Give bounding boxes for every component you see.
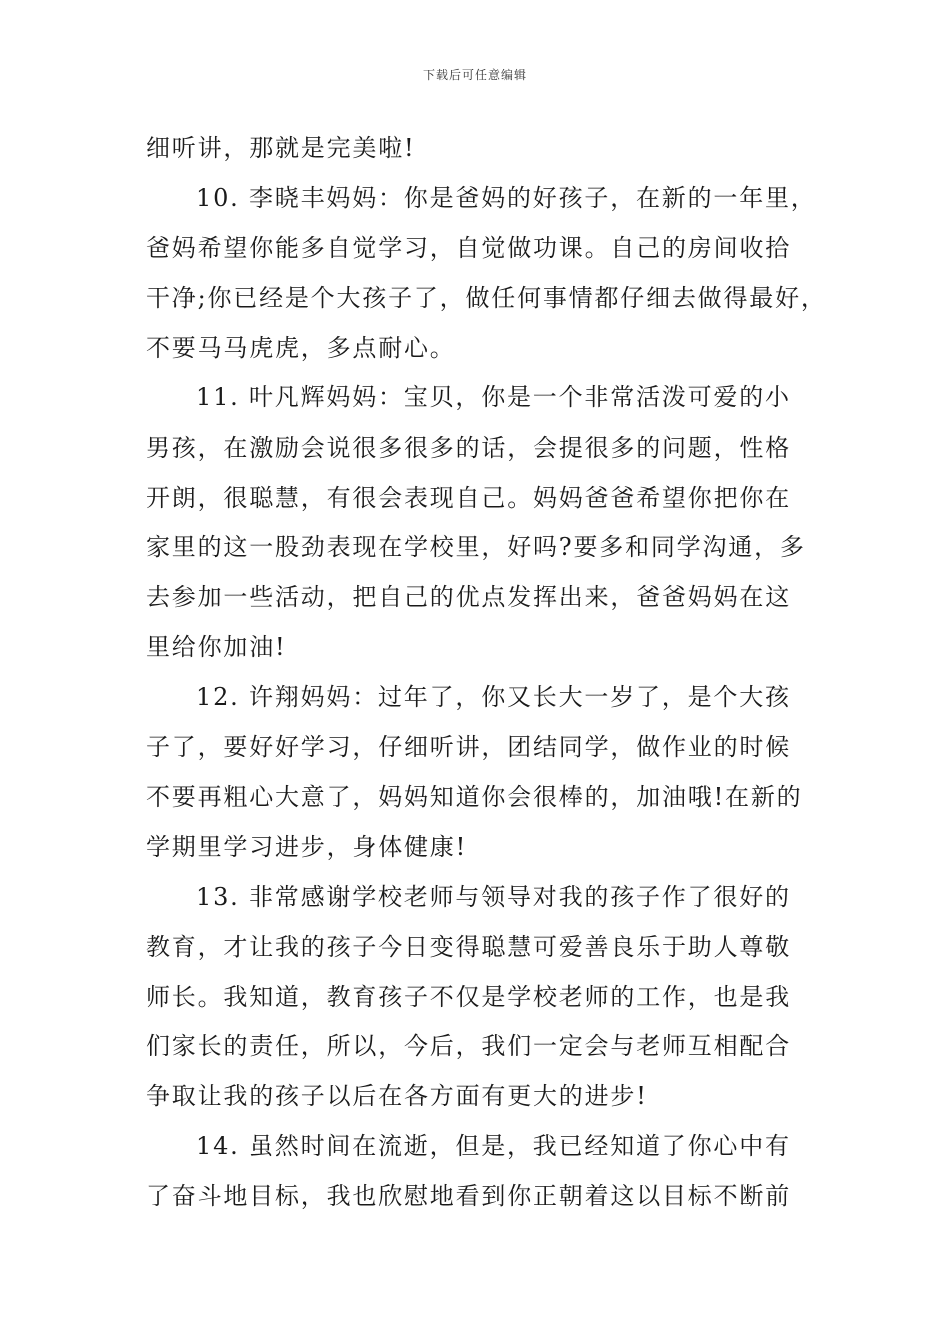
body-line: 细听讲，那就是完美啦! [146,134,416,162]
body-line: 师长。我知道，教育孩子不仅是学校老师的工作，也是我 [146,983,791,1011]
body-line: 13. 非常感谢学校老师与领导对我的孩子作了很好的 [196,883,791,911]
page-header: 下载后可任意编辑 [422,68,527,82]
body-line: 14. 虽然时间在流逝，但是，我已经知道了你心中有 [196,1132,791,1160]
body-line: 争取让我的孩子以后在各方面有更大的进步! [146,1082,648,1110]
body-line: 里给你加油! [146,633,287,661]
body-line: 干净;你已经是个大孩子了，做任何事情都仔细去做得最好， [146,284,827,312]
body-line: 11. 叶凡辉妈妈：宝贝，你是一个非常活泼可爱的小 [196,383,791,411]
body-line: 不要再粗心大意了，妈妈知道你会很棒的，加油哦!在新的 [146,783,803,811]
body-line: 家里的这一股劲表现在学校里，好吗?要多和同学沟通，多 [146,533,806,561]
body-line: 男孩，在激励会说很多很多的话，会提很多的问题，性格 [146,434,791,462]
body-line: 教育，才让我的孩子今日变得聪慧可爱善良乐于助人尊敬 [146,933,791,961]
body-line: 10. 李晓丰妈妈：你是爸妈的好孩子，在新的一年里， [196,184,817,212]
body-line: 12. 许翔妈妈：过年了，你又长大一岁了，是个大孩 [196,683,791,711]
body-line: 不要马马虎虎，多点耐心。 [146,334,456,362]
body-line: 了奋斗地目标，我也欣慰地看到你正朝着这以目标不断前 [146,1182,791,1210]
body-line: 学期里学习进步，身体健康! [146,833,468,861]
body-line: 开朗，很聪慧，有很会表现自己。妈妈爸爸希望你把你在 [146,484,791,512]
body-line: 去参加一些活动，把自己的优点发挥出来，爸爸妈妈在这 [146,583,791,611]
body-line: 爸妈希望你能多自觉学习，自觉做功课。自己的房间收拾 [146,234,791,262]
body-line: 们家长的责任，所以，今后，我们一定会与老师互相配合 [146,1032,791,1060]
body-line: 子了，要好好学习，仔细听讲，团结同学，做作业的时候 [146,733,791,761]
